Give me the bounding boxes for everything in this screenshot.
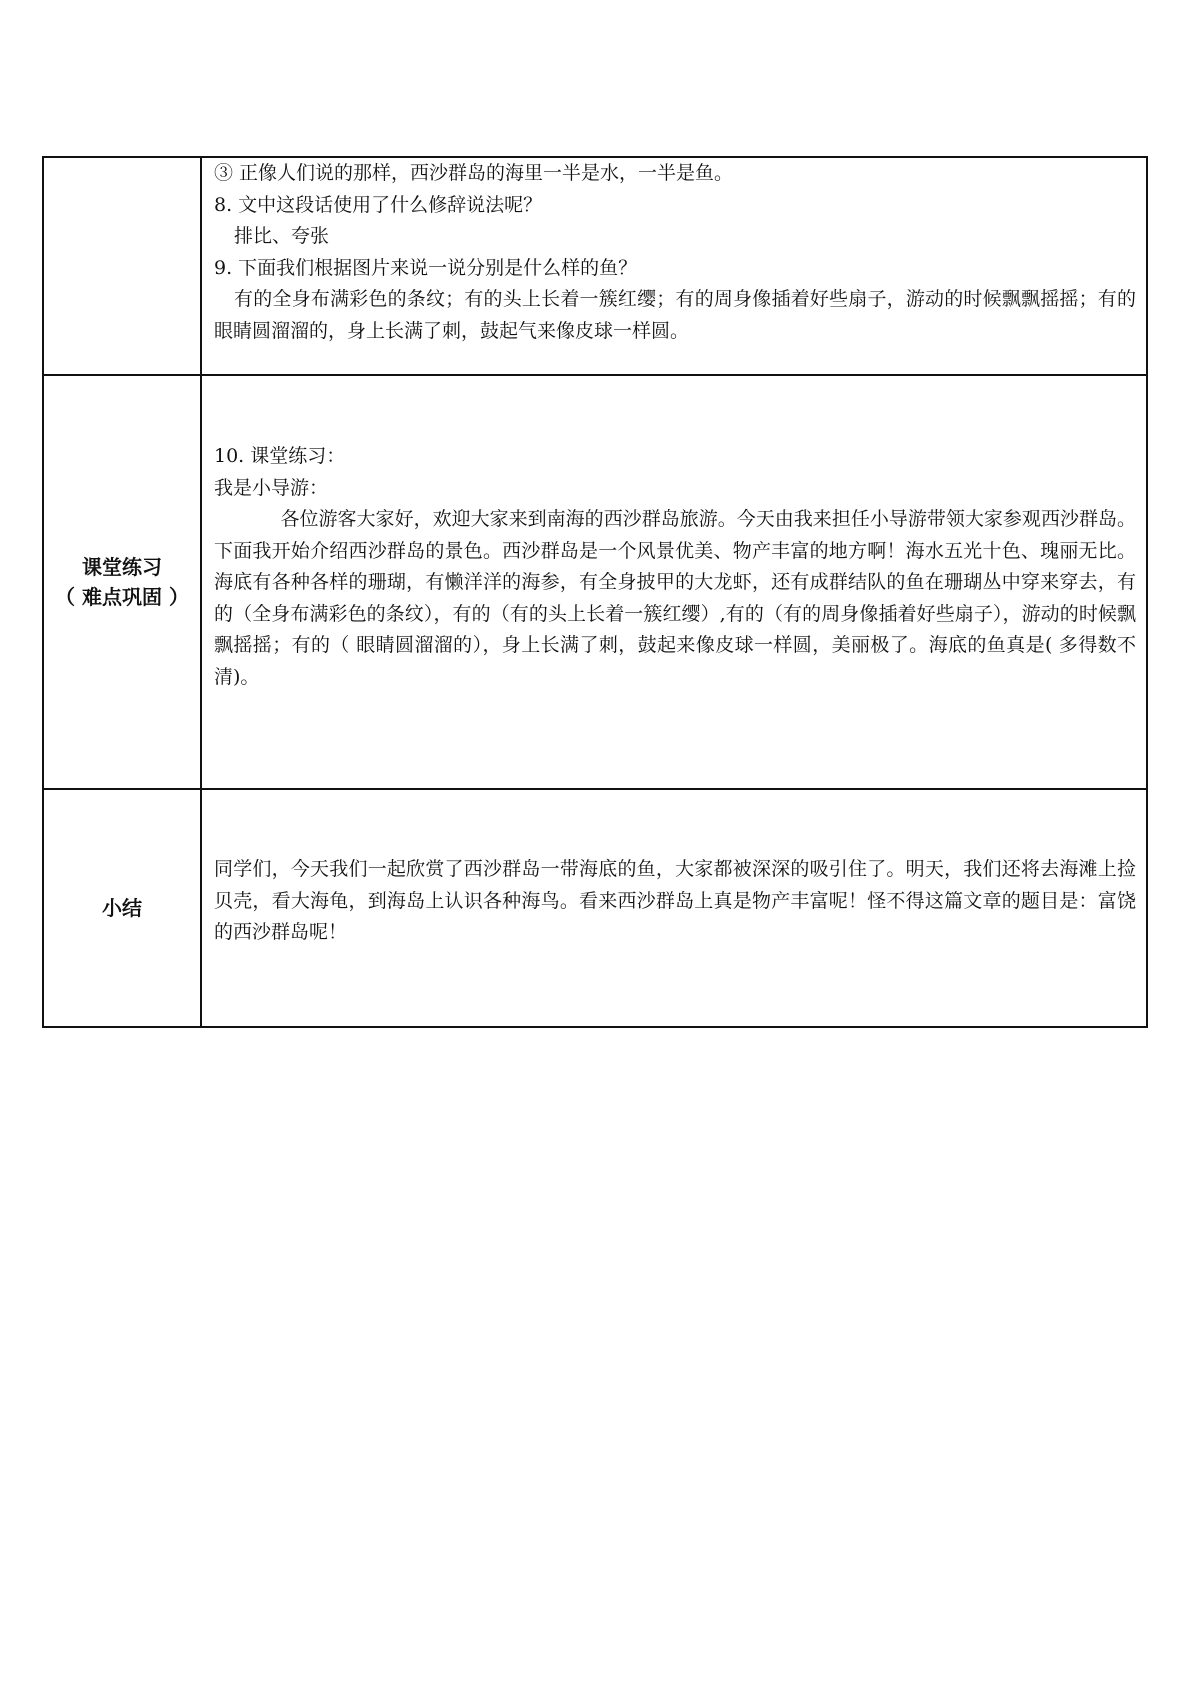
content-line: ③ 正像人们说的那样，西沙群岛的海里一半是水，一半是鱼。 bbox=[214, 162, 734, 184]
row-label-cell bbox=[43, 789, 201, 1027]
content-line: 10. 课堂练习： bbox=[214, 445, 346, 467]
row-label-sub: （ 难点巩固 ） bbox=[55, 585, 189, 609]
row-content-cell bbox=[201, 375, 1147, 789]
content-paragraph: 各位游客大家好，欢迎大家来到南海的西沙群岛旅游。今天由我来担任小导游带领大家参观西沙群岛。下面我开始介绍西沙群岛的景色。西沙群岛是一个风景优美、物产丰富的地方啊！海水五光十色、瑰丽无比。海底有各种各样的珊瑚，有懒洋洋的海参，有全身披甲的大龙虾，还有成群结队的鱼在珊瑚丛中穿来穿去，有的（全身布满彩色的条纹），有的（有的头上长着一簇红缨）,有的（有的周身像插着好些扇子），游动的时候飘飘摇摇；有的（ 眼睛圆溜溜的），身上长满了刺，鼓起来像皮球一样圆，美丽极了。海底的鱼真是( 多得数不清)。 bbox=[214, 508, 1136, 688]
row-content-cell bbox=[201, 789, 1147, 1027]
content-paragraph: 有的全身布满彩色的条纹；有的头上长着一簇红缨；有的周身像插着好些扇子，游动的时候飘飘摇摇；有的眼睛圆溜溜的，身上长满了刺，鼓起气来像皮球一样圆。 bbox=[214, 288, 1136, 342]
content-line: 8. 文中这段话使用了什么修辞说法呢？ bbox=[214, 193, 543, 216]
content-line: 9. 下面我们根据图片来说一说分别是什么样的鱼？ bbox=[214, 256, 638, 279]
row-label-cell bbox=[43, 375, 201, 789]
content-line: 我是小导游： bbox=[214, 476, 329, 499]
table-row bbox=[43, 157, 1147, 375]
table-row bbox=[43, 789, 1147, 1027]
row-content-cell bbox=[201, 157, 1147, 375]
table-row bbox=[43, 375, 1147, 789]
content-paragraph: 同学们，今天我们一起欣赏了西沙群岛一带海底的鱼，大家都被深深的吸引住了。明天，我们还将去海滩上捡贝壳，看大海龟，到海岛上认识各种海鸟。看来西沙群岛上真是物产丰富呢！怪不得这篇文章的题目是：富饶的西沙群岛呢！ bbox=[214, 858, 1136, 943]
row-label-cell bbox=[43, 157, 201, 375]
row-label: 课堂练习 bbox=[82, 555, 162, 579]
lesson-plan-table bbox=[42, 156, 1148, 1028]
row-label: 小结 bbox=[102, 896, 142, 920]
content-line: 排比、夸张 bbox=[234, 225, 330, 247]
